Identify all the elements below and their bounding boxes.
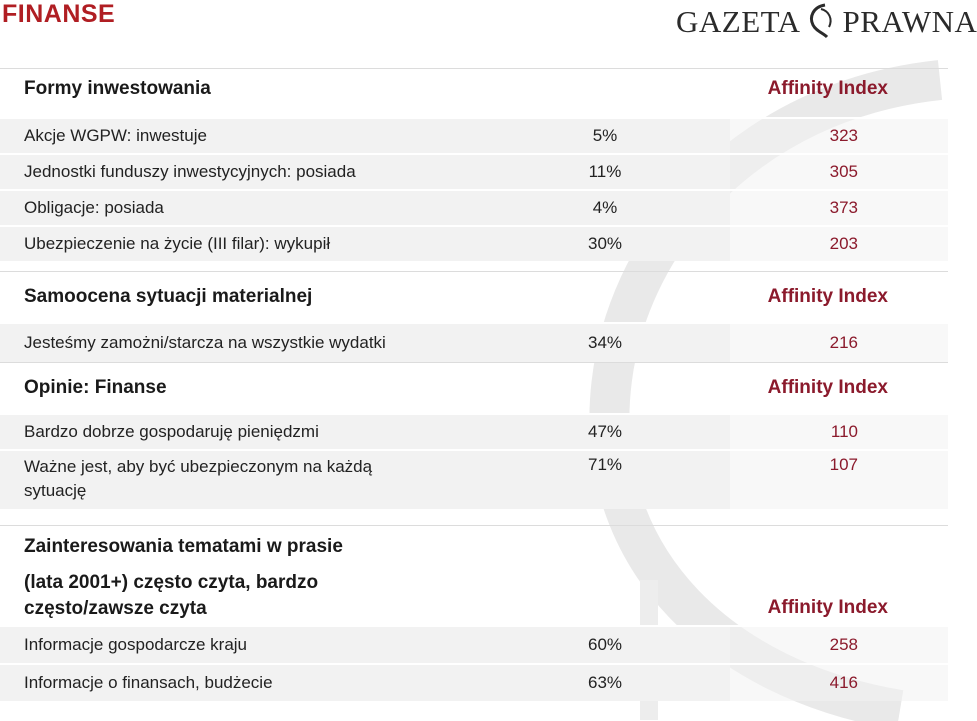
row-percent: 71%	[480, 451, 730, 509]
affinity-index-header: Affinity Index	[767, 286, 888, 307]
logo-text-left: GAZETA	[676, 4, 801, 39]
row-label: Ważne jest, aby być ubezpieczonym na każdą sytuację	[0, 451, 480, 509]
finance-table	[0, 68, 948, 701]
section-title-group	[0, 534, 668, 622]
logo-text-right: PRAWNA	[842, 4, 977, 39]
section-header	[0, 525, 948, 625]
row-label: Jesteśmy zamożni/starcza na wszystkie wydatki	[0, 324, 480, 362]
affinity-index-header: Affinity Index	[767, 597, 888, 618]
row-affinity: 110	[730, 415, 948, 449]
row-affinity: 203	[730, 227, 948, 261]
row-percent: 60%	[480, 627, 730, 663]
row-affinity: 373	[730, 191, 948, 225]
section-subtitle: (lata 2001+) często czyta, bardzo często/zawsze czyta	[24, 572, 319, 619]
row-affinity: 323	[730, 119, 948, 153]
table-row	[0, 189, 948, 225]
row-label: Bardzo dobrze gospodaruję pieniędzmi	[0, 415, 480, 449]
row-affinity: 258	[730, 627, 948, 663]
section-title: Opinie: Finanse	[24, 377, 167, 398]
row-percent: 63%	[480, 665, 730, 701]
slide-title: FINANSE	[2, 0, 116, 28]
row-percent: 34%	[480, 324, 730, 362]
row-percent: 4%	[480, 191, 730, 225]
table-row	[0, 117, 948, 153]
section-title: Samoocena sytuacji materialnej	[24, 286, 313, 307]
row-label: Jednostki funduszy inwestycyjnych: posiada	[0, 155, 480, 189]
row-label: Obligacje: posiada	[0, 191, 480, 225]
logo-mark-icon	[807, 3, 837, 41]
section-header	[0, 362, 948, 413]
affinity-index-header: Affinity Index	[767, 377, 888, 398]
row-affinity: 107	[730, 451, 948, 509]
row-label: Akcje WGPW: inwestuje	[0, 119, 480, 153]
row-label: Informacje o finansach, budżecie	[0, 665, 480, 701]
row-percent: 11%	[480, 155, 730, 189]
row-percent: 30%	[480, 227, 730, 261]
table-row	[0, 625, 948, 663]
row-affinity: 416	[730, 665, 948, 701]
section-header	[0, 68, 948, 109]
row-percent: 5%	[480, 119, 730, 153]
table-row	[0, 449, 948, 509]
affinity-index-header: Affinity Index	[767, 78, 888, 99]
table-row	[0, 322, 948, 362]
row-percent: 47%	[480, 415, 730, 449]
row-label: Ubezpieczenie na życie (III filar): wykupił	[0, 227, 480, 261]
section-title: Formy inwestowania	[24, 78, 211, 99]
row-affinity: 216	[730, 324, 948, 362]
table-row	[0, 225, 948, 261]
table-row	[0, 413, 948, 449]
gazeta-prawna-logo	[676, 4, 977, 40]
section-header	[0, 271, 948, 322]
table-row	[0, 663, 948, 701]
row-label: Informacje gospodarcze kraju	[0, 627, 480, 663]
row-affinity: 305	[730, 155, 948, 189]
table-row	[0, 153, 948, 189]
section-title: Zainteresowania tematami w prasie	[24, 536, 343, 557]
